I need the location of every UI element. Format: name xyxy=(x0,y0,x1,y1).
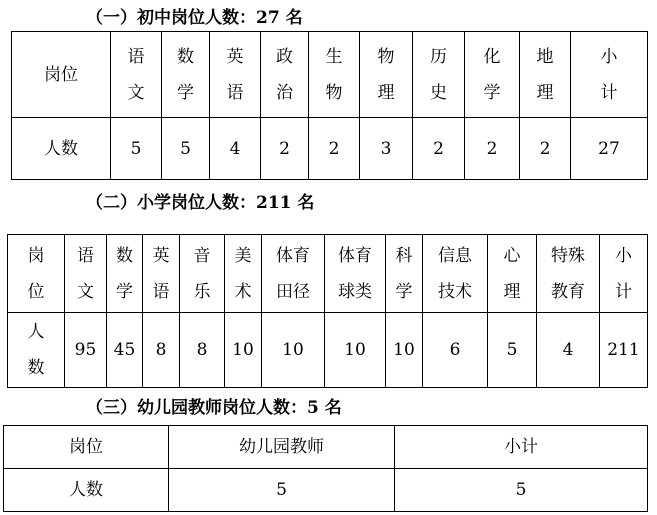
header-cell-subject: 数 学 xyxy=(162,32,210,118)
table-row xyxy=(4,426,648,469)
count-cell: 6 xyxy=(423,313,488,388)
table-row xyxy=(4,469,648,512)
header-cell-subtotal: 小 计 xyxy=(571,32,648,118)
count-cell: 5 xyxy=(169,469,395,512)
count-cell: 5 xyxy=(395,469,648,512)
header-cell-subject: 历 史 xyxy=(413,32,465,118)
header-cell-subject: 物 理 xyxy=(360,32,413,118)
section-1-heading: （一）初中岗位人数：27 名 xyxy=(86,8,303,28)
header-cell-subject: 美 术 xyxy=(225,235,262,313)
section-2-heading: （二）小学岗位人数：211 名 xyxy=(86,193,315,213)
header-cell-subject: 科 学 xyxy=(386,235,423,313)
count-cell: 8 xyxy=(180,313,225,388)
count-cell: 10 xyxy=(262,313,325,388)
row-label-count: 人数 xyxy=(4,469,169,512)
header-cell-position: 岗位 xyxy=(12,32,111,118)
count-cell: 5 xyxy=(162,118,210,180)
header-cell-subject: 地 理 xyxy=(520,32,571,118)
count-cell: 10 xyxy=(386,313,423,388)
count-cell: 8 xyxy=(143,313,180,388)
header-cell-subject: 英 语 xyxy=(210,32,261,118)
header-cell-position: 岗位 xyxy=(4,426,169,469)
count-cell: 3 xyxy=(360,118,413,180)
count-cell: 4 xyxy=(210,118,261,180)
primary-school-table xyxy=(7,234,648,388)
header-cell-subject: 信息 技术 xyxy=(423,235,488,313)
header-cell-subject: 体育 球类 xyxy=(325,235,386,313)
count-cell: 4 xyxy=(537,313,600,388)
header-cell-subject: 政 治 xyxy=(261,32,309,118)
header-cell-subject: 化 学 xyxy=(465,32,520,118)
count-cell: 211 xyxy=(600,313,648,388)
count-cell: 2 xyxy=(413,118,465,180)
count-cell: 95 xyxy=(65,313,107,388)
count-cell: 45 xyxy=(107,313,143,388)
count-cell: 10 xyxy=(225,313,262,388)
section-3-heading: （三）幼儿园教师岗位人数：5 名 xyxy=(86,398,342,418)
count-cell: 2 xyxy=(520,118,571,180)
count-cell: 27 xyxy=(571,118,648,180)
row-label-count: 人 数 xyxy=(8,313,65,388)
header-cell-subject: 体育 田径 xyxy=(262,235,325,313)
count-cell: 2 xyxy=(309,118,360,180)
table-row xyxy=(12,118,648,180)
header-cell-subject: 语 文 xyxy=(65,235,107,313)
header-cell-subject: 心 理 xyxy=(488,235,537,313)
header-cell-subtotal: 小 计 xyxy=(600,235,648,313)
row-label-count: 人数 xyxy=(12,118,111,180)
count-cell: 2 xyxy=(261,118,309,180)
header-cell-subject: 幼儿园教师 xyxy=(169,426,395,469)
header-cell-subject: 音 乐 xyxy=(180,235,225,313)
table-row xyxy=(8,313,648,388)
header-cell-subject: 数 学 xyxy=(107,235,143,313)
count-cell: 5 xyxy=(111,118,162,180)
table-row xyxy=(12,32,648,118)
middle-school-table xyxy=(11,31,648,180)
header-cell-subject: 语 文 xyxy=(111,32,162,118)
count-cell: 10 xyxy=(325,313,386,388)
count-cell: 2 xyxy=(465,118,520,180)
header-cell-position: 岗 位 xyxy=(8,235,65,313)
header-cell-subject: 英 语 xyxy=(143,235,180,313)
header-cell-subtotal: 小计 xyxy=(395,426,648,469)
count-cell: 5 xyxy=(488,313,537,388)
table-row xyxy=(8,235,648,313)
header-cell-subject: 特殊 教育 xyxy=(537,235,600,313)
kindergarten-table xyxy=(3,425,648,512)
header-cell-subject: 生 物 xyxy=(309,32,360,118)
